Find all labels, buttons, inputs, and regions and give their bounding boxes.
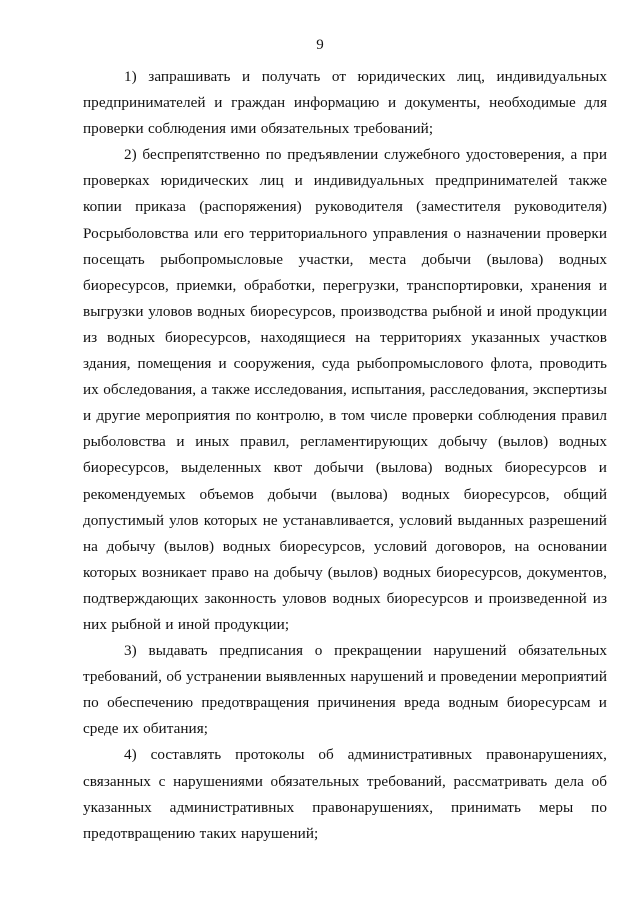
- paragraph-item-1: 1) запрашивать и получать от юридических лиц, индивидуальных предпринимателей и граждан информацию и документы, необходимые для проверки соблюдения ими обязательных требований;: [83, 68, 607, 138]
- document-body: [83, 64, 607, 847]
- paragraph-item-4: 4) составлять протоколы об административных правонарушениях, связанных с нарушениями обязательных требований, рассматривать дела об указанных административных правонарушениях, принимать меры по предотвращению таких нарушений;: [83, 746, 607, 842]
- paragraph-item-3: 3) выдавать предписания о прекращении нарушений обязательных требований, об устранении выявленных нарушений и проведении мероприятий по обеспечению предотвращения причинения вреда водным биоресурсам и среде их обитания;: [83, 642, 607, 738]
- paragraph-item-2: 2) беспрепятственно по предъявлении служебного удостоверения, а при проверках юридических лиц и индивидуальных предпринимателей также копии приказа (распоряжения) руководителя (заместителя руководителя) Росрыболовства или его территориального управления о назначении проверки посещать рыбопромысловые участки, места добычи (вылова) водных биоресурсов, приемки, обработки, перегрузки, транспортировки, хранения и выгрузки уловов водных биоресурсов, производства рыбной и иной продукции из водных биоресурсов, находящиеся на территориях указанных участков здания, помещения и сооружения, суда рыбопромыслового флота, проводить их обследования, а также исследования, испытания, расследования, экспертизы и другие мероприятия по контролю, в том числе проверки соблюдения правил рыболовства и иных правил, регламентирующих добычу (вылов) водных биоресурсов, выделенных квот добычи (вылова) водных биоресурсов и рекомендуемых объемов добычи (вылова) водных биоресурсов, общий допустимый улов которых не устанавливается, условий выданных разрешений на добычу (вылов) водных биоресурсов, условий договоров, на основании которых возникает право на добычу (вылов) водных биоресурсов, документов, подтверждающих законность уловов водных биоресурсов и произведенной из них рыбной и иной продукции;: [83, 146, 607, 633]
- page-number: 9: [316, 37, 324, 53]
